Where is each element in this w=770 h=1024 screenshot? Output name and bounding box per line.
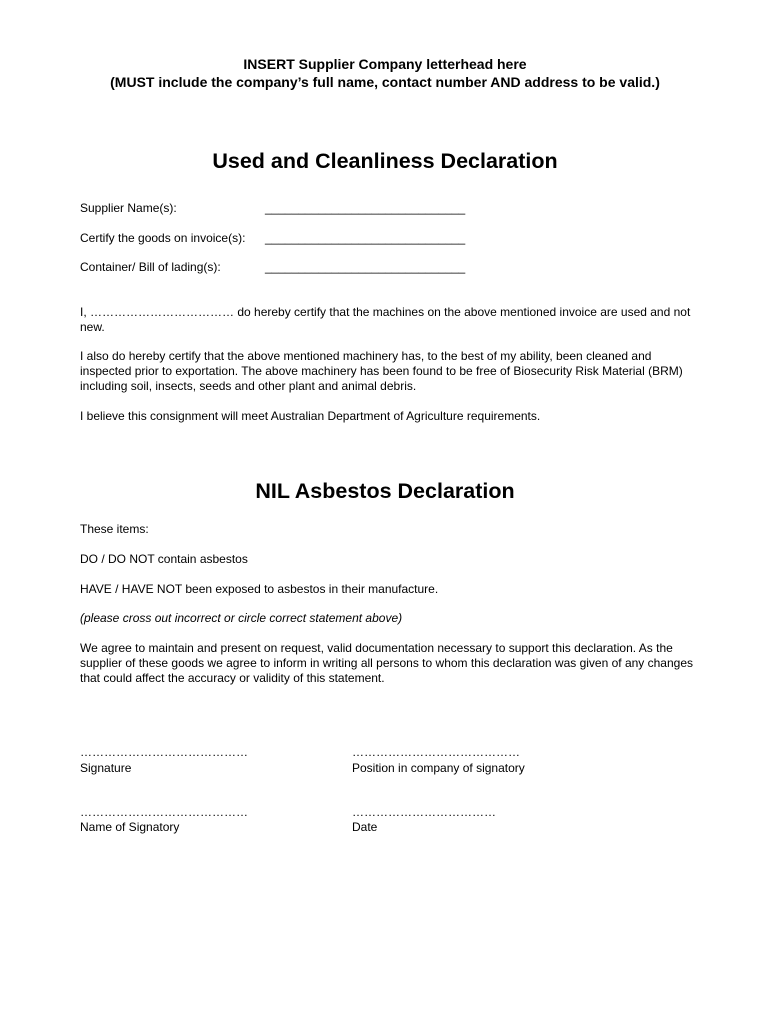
supplier-name-line: ______________________________ bbox=[265, 201, 466, 215]
position-label: Position in company of signatory bbox=[352, 761, 525, 775]
requirements-paragraph: I believe this consignment will meet Australian Department of Agriculture requirements. bbox=[80, 409, 541, 423]
cleanliness-paragraph: I also do hereby certify that the above mentioned machinery has, to the best of my ability, been cleaned and inspected prior to exportation. The above machinery has been found to be free of Biosecurity Risk Material (BRM) including soil, insects, seeds and other plant and animal debris. bbox=[80, 349, 683, 393]
signatory-name-label: Name of Signatory bbox=[80, 820, 180, 834]
date-line: ……………………………… bbox=[352, 805, 496, 819]
asbestos-option-exposed: HAVE / HAVE NOT been exposed to asbestos in their manufacture. bbox=[80, 582, 439, 596]
asbestos-title: NIL Asbestos Declaration bbox=[255, 479, 515, 503]
date-label: Date bbox=[352, 820, 378, 834]
position-line: …………………………………… bbox=[352, 745, 520, 759]
asbestos-instruction: (please cross out incorrect or circle correct statement above) bbox=[80, 611, 403, 625]
asbestos-agreement-paragraph: We agree to maintain and present on request, valid documentation necessary to support this declaration. As the supplier of these goods we agree to inform in writing all persons to whom this declaration was given of any changes that could affect the accuracy or validity of this statement. bbox=[80, 641, 694, 685]
supplier-name-label: Supplier Name(s): bbox=[80, 201, 177, 215]
letterhead-instruction: INSERT Supplier Company letterhead here bbox=[243, 56, 527, 72]
signature-line: …………………………………… bbox=[80, 745, 248, 759]
used-certification-paragraph: I, ……………………………… do hereby certify that the machines on the above mentioned invoice are used and not new. bbox=[80, 305, 691, 334]
signatory-name-line: …………………………………… bbox=[80, 805, 248, 819]
used-cleanliness-title: Used and Cleanliness Declaration bbox=[212, 149, 558, 173]
invoice-label: Certify the goods on invoice(s): bbox=[80, 231, 246, 245]
bill-of-lading-label: Container/ Bill of lading(s): bbox=[80, 260, 221, 274]
letterhead-requirement: (MUST include the company’s full name, contact number AND address to be valid.) bbox=[110, 74, 660, 90]
asbestos-option-contain: DO / DO NOT contain asbestos bbox=[80, 552, 248, 566]
invoice-line: ______________________________ bbox=[265, 231, 466, 245]
asbestos-intro: These items: bbox=[80, 522, 149, 536]
signature-label: Signature bbox=[80, 761, 132, 775]
bill-of-lading-line: ______________________________ bbox=[265, 260, 466, 274]
